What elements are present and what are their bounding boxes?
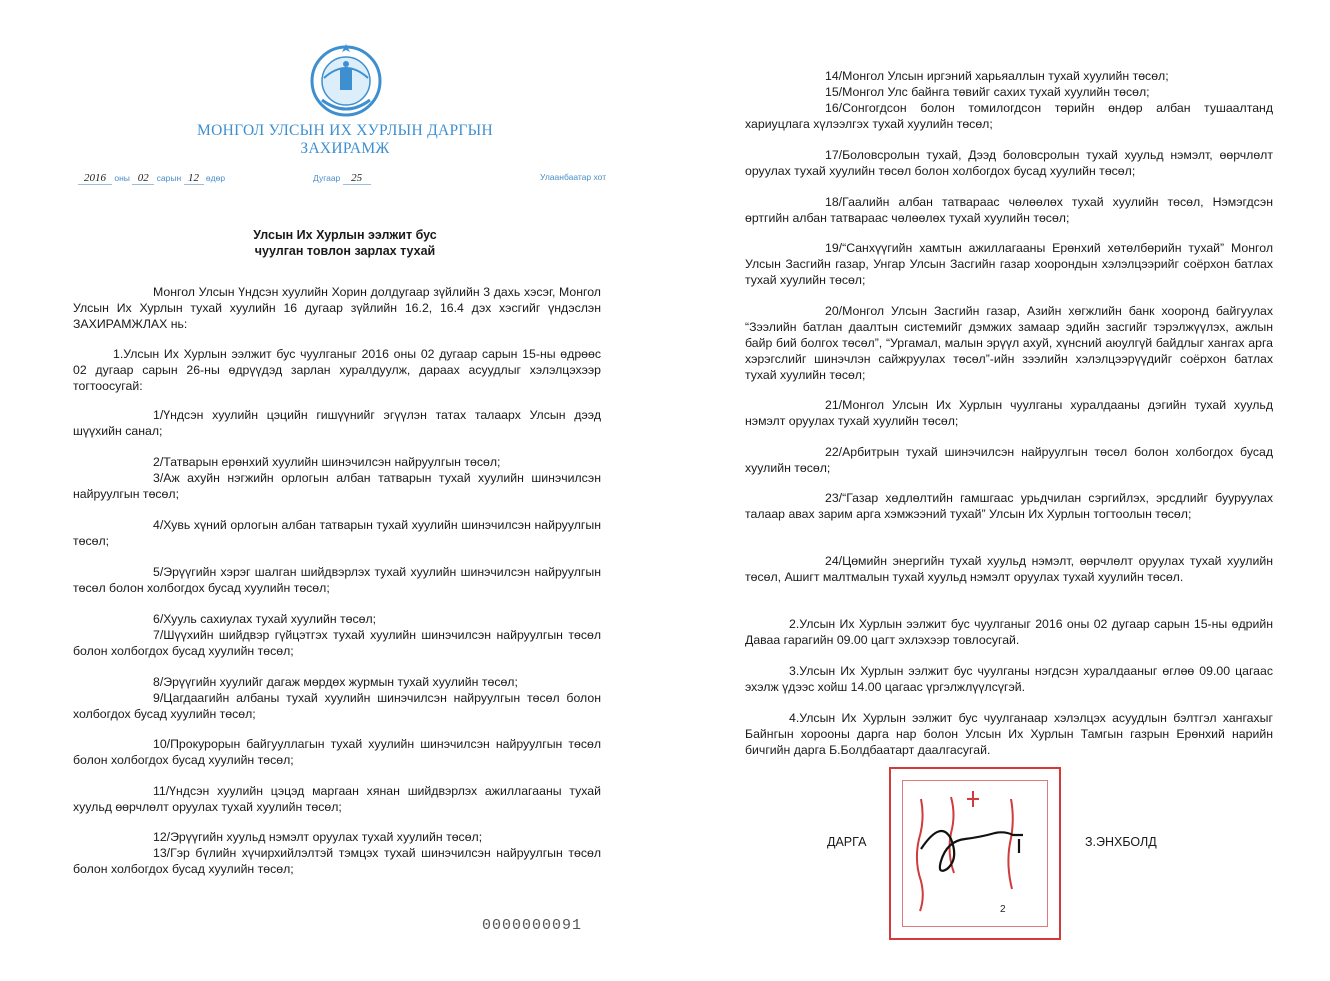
preamble: Монгол Улсын Үндсэн хуулийн Хорин долдугаар зүйлийн 3 дахь хэсэг, Монгол Улсын Их Хурлын тухай хуулийн 16 дугаар зүйлийн 16.2, 16.4 дэх хэсгийг үндэслэн ЗАХИРАМЖЛАХ нь: [73, 285, 601, 331]
item-18: 18/Гаалийн албан татвараас чөлөөлөх тухай хуулийн төсөл, Нэмэгдсэн өртгийн албан татвараас чөлөөлөх тухай хуулийн төсөл; [745, 195, 1273, 225]
item-20: 20/Монгол Улсын Засгийн газар, Азийн хөгжлийн банк хооронд байгуулах “Зээлийн батлан даалтын системийг дэмжих замаар эдийн засгийг тэрэлжүүлэх, ажлын байр бий болгох төсөл”, “Ургамал, малын эрүүл ахуй, хүнсний аюулгүй байдлыг хангах арга хэрэгслийг шинэчлэн сайжруулах төсөл”-ийн зээлийн хэлэлцээрүүдийг соёрхон батлах тухай хуулийн төсөл; [745, 304, 1273, 382]
item-13: 13/Гэр бүлийн хүчирхийлэлтэй тэмцэх тухай шинэчилсэн найруулгын төсөл болон холбогдох бусад хуулийн төсөл; [73, 846, 601, 876]
clause-2: 2.Улсын Их Хурлын ээлжит бус чуулганыг 2016 оны 02 дугаар сарын 15-ны өдрийн Даваа гарагийн 09.00 цагт эхлэхээр товлосугай. [745, 617, 1273, 647]
clause-1: 1.Улсын Их Хурлын ээлжит бус чуулганыг 2016 оны 02 дугаар сарын 15-ны өдрөөс 02 дугаар сарын 26-ны өдрүүдэд зарлан хуралдуулж, дараах асуудлыг хэлэлцэхээр тогтоосугай: [73, 347, 601, 393]
date-month: 02 [132, 172, 154, 185]
signatory-name: З.ЭНХБОЛД [1085, 835, 1157, 849]
item-15: 15/Монгол Улс байнга төвийг сахих тухай хуулийн төсөл; [825, 85, 1150, 99]
year-label: оны [114, 173, 130, 183]
month-label: сарын [156, 173, 182, 183]
date-year: 2016 [78, 172, 112, 185]
item-1: 1/Үндсэн хуулийн цэцийн гишүүнийг эгүүлэн татах талаарх Улсын дээд шүүхийн санал; [73, 408, 601, 438]
item-14: 14/Монгол Улсын иргэний харьяаллын тухай хуулийн төсөл; [825, 69, 1169, 83]
handwritten-signature [911, 809, 1051, 879]
item-12: 12/Эрүүгийн хуульд нэмэлт оруулах тухай хуулийн төсөл; [153, 830, 483, 844]
item-5: 5/Эрүүгийн хэрэг шалган шийдвэрлэх тухай хуулийн шинэчилсэн найруулгын төсөл болон холбогдох бусад хуулийн төсөл; [73, 565, 601, 595]
item-6: 6/Хууль сахиулах тухай хуулийн төсөл; [153, 612, 377, 626]
item-7: 7/Шүүхийн шийдвэр гүйцэтгэх тухай хуулийн шинэчилсэн найруулгын төсөл болон холбогдох бусад хуулийн төсөл; [73, 628, 601, 658]
item-4: 4/Хувь хүний орлогын албан татварын тухай хуулийн шинэчилсэн найруулгын төсөл; [73, 518, 601, 548]
item-9: 9/Цагдаагийн албаны тухай хуулийн шинэчилсэн найруулгын төсөл болон холбогдох бусад хуулийн төсөл; [73, 691, 601, 721]
date-line [78, 172, 225, 185]
item-8: 8/Эрүүгийн хуулийг дагаж мөрдөх журмын тухай хуулийн төсөл; [153, 675, 518, 689]
org-title: МОНГОЛ УЛСЫН ИХ ХУРЛЫН ДАРГЫН [197, 122, 493, 139]
item-21: 21/Монгол Улсын Их Хурлын чуулганы хуралдааны дэгийн тухай хуульд нэмэлт оруулах тухай хуулийн төсөл; [745, 398, 1273, 428]
date-day: 12 [184, 172, 204, 185]
document-title-line2: чуулган товлон зарлах тухай [254, 244, 436, 258]
city: Улаанбаатар хот [540, 172, 607, 182]
item-2: 2/Татварын ерөнхий хуулийн шинэчилсэн найруулгын төсөл; [153, 455, 501, 469]
item-19: 19/“Санхүүгийн хамтын ажиллагааны Ерөнхий хөтөлбөрийн тухай” Монгол Улсын Засгийн газар, Унгар Улсын Засгийн газар хоорондын хэлэлцээрийг соёрхон батлах тухай хуулийн төсөл; [745, 241, 1273, 287]
item-22: 22/Арбитрын тухай шинэчилсэн найруулгын төсөл болон холбогдох бусад хуулийн төсөл; [745, 445, 1273, 475]
item-3: 3/Аж ахуйн нэгжийн орлогын албан татварын тухай хуулийн шинэчилсэн найруулгын төсөл; [73, 471, 601, 501]
item-23: 23/“Газар хөдлөлтийн гамшгаас урьдчилан сэргийлэх, эрсдлийг бууруулах талаар авах зарим арга хэмжээний тухай” Улсын Их Хурлын тогтоолын төсөл; [745, 491, 1273, 521]
clause-4: 4.Улсын Их Хурлын ээлжит бус чуулганаар хэлэлцэх асуудлын бэлтгэл хангахыг Байнгын хорооны дарга нар болон Улсын Их Хурлын Тамгын газрын Ерөнхий нарийн бичгийн дарга Б.Болдбаатарт даалгасугай. [745, 711, 1273, 757]
item-16: 16/Сонгогдсон болон томилогдсон төрийн өндөр албан тушаалтанд хариуцлага хүлээлгэх тухай хуулийн төсөл; [745, 101, 1273, 131]
page-right [665, 0, 1330, 981]
clause-3: 3.Улсын Их Хурлын ээлжит бус чуулганы нэгдсэн хуралдааныг өглөө 09.00 цагаас эхэлж үдээс хойш 14.00 цагаас үргэлжлүүлсүгэй. [745, 664, 1273, 694]
item-10: 10/Прокурорын байгууллагын тухай хуулийн шинэчилсэн найруулгын төсөл болон холбогдох бусад хуулийн төсөл; [73, 737, 601, 767]
item-11: 11/Үндсэн хуулийн цэцэд маргаан хянан шийдвэрлэх ажиллагааны тухай хуульд өөрчлөлт оруулах тухай хуулийн төсөл; [73, 784, 601, 814]
state-emblem-icon [306, 38, 386, 120]
signatory-title: ДАРГА [827, 835, 867, 849]
number-line [313, 172, 371, 185]
official-seal [889, 767, 1061, 940]
doc-type: ЗАХИРАМЖ [300, 140, 390, 157]
item-17: 17/Боловсролын тухай, Дээд боловсролын тухай хуульд нэмэлт, өөрчлөлт оруулах тухай хуулийн төсөл болон холбогдох бусад хуулийн төсөл; [745, 148, 1273, 178]
number-label: Дугаар [313, 173, 341, 183]
page-number: 2 [1000, 904, 1006, 915]
serial-number: 0000000091 [482, 917, 583, 934]
day-label: өдөр [205, 173, 226, 183]
item-24: 24/Цөмийн энергийн тухай хуульд нэмэлт, өөрчлөлт оруулах тухай хуулийн төсөл, Ашигт малтмалын тухай хуульд нэмэлт оруулах тухай хуулийн төсөл. [745, 554, 1273, 584]
document-title-line1: Улсын Их Хурлын ээлжит бус [253, 228, 437, 242]
order-number: 25 [343, 172, 371, 185]
